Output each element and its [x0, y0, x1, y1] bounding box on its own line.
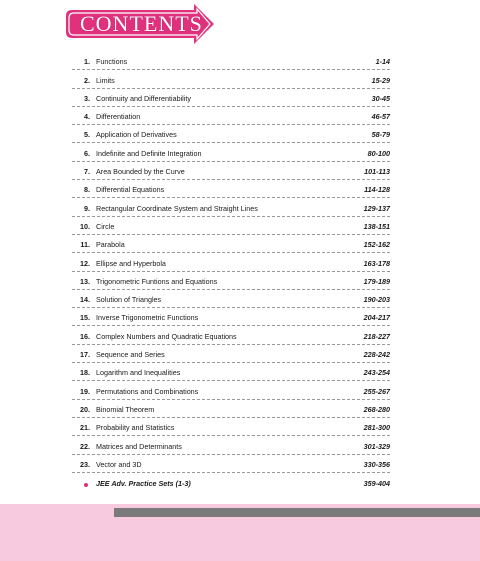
page-range: 101-113	[364, 167, 390, 177]
chapter-number: 19.	[80, 386, 90, 396]
page-range: 179-189	[363, 276, 390, 286]
footer-bar	[114, 508, 480, 517]
toc-row	[72, 198, 390, 216]
page-range: 15-29	[371, 75, 390, 85]
chapter-title: Continuity and Differentiability	[96, 93, 191, 103]
chapter-title: Functions	[96, 57, 128, 67]
toc-row	[72, 418, 390, 436]
chapter-title: Inverse Trigonometric Functions	[96, 313, 199, 323]
chapter-number: 5.	[84, 130, 90, 140]
contents-banner	[66, 4, 216, 44]
chapter-number: 14.	[80, 295, 90, 305]
chapter-title: Permutations and Combinations	[96, 386, 199, 396]
toc-row	[72, 272, 390, 290]
chapter-number: 10.	[80, 221, 90, 231]
chapter-title: Differentiation	[96, 112, 141, 122]
chapter-title: JEE Adv. Practice Sets (1-3)	[96, 479, 191, 489]
toc-row	[72, 235, 390, 253]
toc-row	[72, 125, 390, 143]
chapter-number: 7.	[84, 167, 90, 177]
toc-row	[72, 308, 390, 326]
toc-row	[72, 143, 390, 161]
chapter-number: 4.	[84, 112, 90, 122]
chapter-title: Complex Numbers and Quadratic Equations	[96, 331, 237, 341]
chapter-title: Binomial Theorem	[96, 404, 155, 414]
chapter-title: Rectangular Coordinate System and Straight Lines	[96, 203, 258, 213]
chapter-title: Matrices and Determinants	[96, 441, 182, 451]
toc-row	[72, 455, 390, 473]
chapter-number: 13.	[80, 276, 90, 286]
chapter-number: 12.	[80, 258, 90, 268]
page-range: 359-404	[363, 479, 390, 489]
chapter-title: Parabola	[96, 240, 125, 250]
chapter-title: Circle	[96, 221, 115, 231]
toc-row	[72, 436, 390, 454]
chapter-number: 1.	[84, 57, 90, 67]
chapter-title: Trigonometric Funtions and Equations	[96, 276, 218, 286]
chapter-number: 11.	[80, 240, 90, 250]
chapter-title: Probability and Statistics	[96, 423, 175, 433]
chapter-title: Ellipse and Hyperbola	[96, 258, 166, 268]
table-of-contents	[72, 52, 390, 491]
page-range: 80-100	[367, 148, 390, 158]
page-range: 268-280	[363, 404, 390, 414]
page-range: 204-217	[363, 313, 390, 323]
chapter-number: 17.	[80, 350, 90, 360]
chapter-title: Logarithm and Inequalities	[96, 368, 181, 378]
chapter-number: 9.	[84, 203, 90, 213]
page-range: 58-79	[371, 130, 390, 140]
page-range: 163-178	[363, 258, 390, 268]
chapter-title: Solution of Triangles	[96, 295, 162, 305]
chapter-title: Sequence and Series	[96, 350, 165, 360]
toc-row	[72, 89, 390, 107]
toc-row	[72, 52, 390, 70]
chapter-title: Limits	[96, 75, 115, 85]
chapter-number: 22.	[80, 441, 90, 451]
bullet-icon	[72, 483, 90, 488]
chapter-number: 15.	[80, 313, 90, 323]
page-range: 152-162	[363, 240, 390, 250]
chapter-number: 18.	[80, 368, 90, 378]
chapter-title: Application of Derivatives	[96, 130, 177, 140]
page-range: 301-329	[363, 441, 390, 451]
toc-row	[72, 400, 390, 418]
toc-row	[72, 253, 390, 271]
toc-row	[72, 363, 390, 381]
chapter-number: 6.	[84, 148, 90, 158]
toc-row	[72, 326, 390, 344]
chapter-number: 8.	[84, 185, 90, 195]
page-range: 255-267	[363, 386, 390, 396]
chapter-title: Area Bounded by the Curve	[96, 167, 185, 177]
chapter-number: 3.	[84, 93, 90, 103]
page-range: 46-57	[371, 112, 390, 122]
chapter-number: 2.	[84, 75, 90, 85]
toc-row	[72, 107, 390, 125]
toc-row-practice-sets	[72, 473, 390, 491]
page-range: 218-227	[363, 331, 390, 341]
page-range: 190-203	[363, 295, 390, 305]
toc-row	[72, 217, 390, 235]
toc-row	[72, 180, 390, 198]
chapter-number: 20.	[80, 404, 90, 414]
chapter-title: Differential Equations	[96, 185, 165, 195]
page-title: CONTENTS	[80, 11, 203, 36]
chapter-title: Vector and 3D	[96, 459, 142, 469]
page-range: 330-356	[363, 459, 390, 469]
page-range: 1-14	[375, 57, 390, 67]
page-range: 281-300	[363, 423, 390, 433]
page-range: 243-254	[363, 368, 390, 378]
page-range: 129-137	[363, 203, 390, 213]
page-range: 228-242	[363, 350, 390, 360]
toc-row	[72, 290, 390, 308]
toc-row	[72, 162, 390, 180]
chapter-number: 21.	[80, 423, 90, 433]
page-range: 114-128	[364, 185, 390, 195]
toc-row	[72, 345, 390, 363]
toc-row	[72, 381, 390, 399]
chapter-number: 16.	[80, 331, 90, 341]
page-range: 138-151	[363, 221, 390, 231]
chapter-title: Indefinite and Definite Integration	[96, 148, 202, 158]
chapter-number: 23.	[80, 459, 90, 469]
toc-row	[72, 70, 390, 88]
page-range: 30-45	[371, 93, 390, 103]
